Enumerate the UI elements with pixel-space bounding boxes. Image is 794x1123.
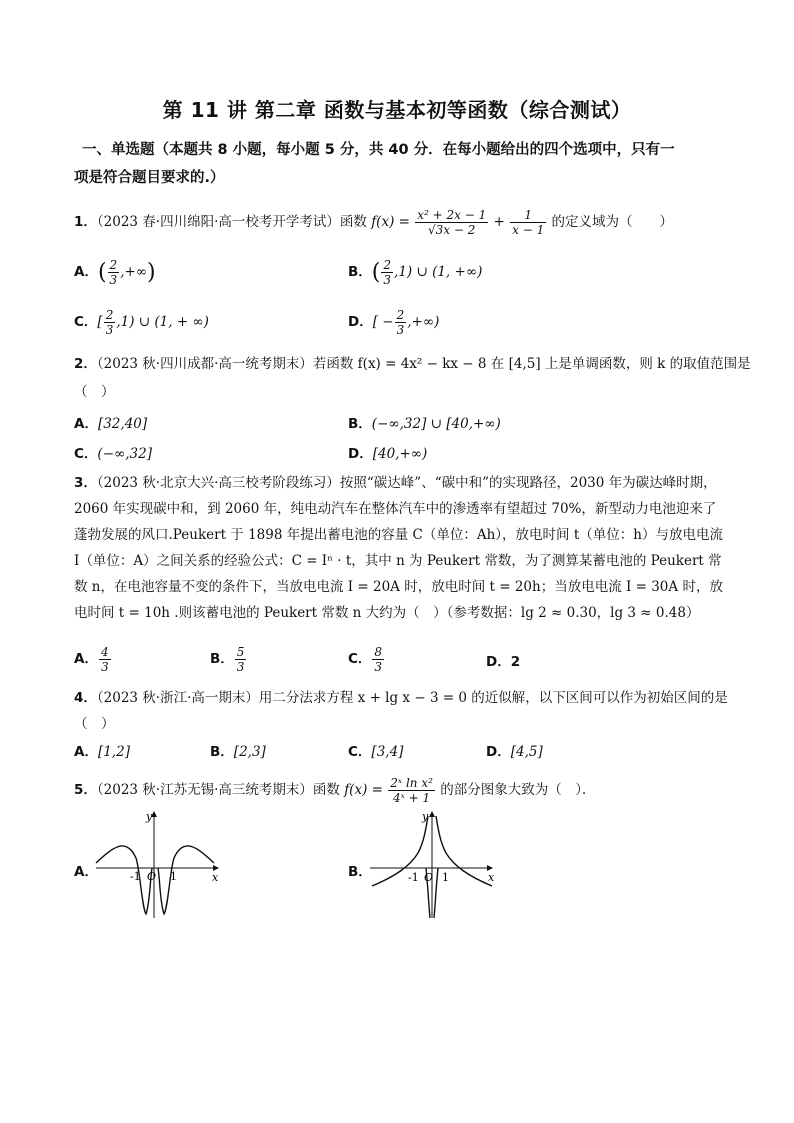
- question-4: 4．（2023 秋·浙江·高一期末）用二分法求方程 x + lg x − 3 = 0 的近似解，以下区间可以作为初始区间的是: [74, 690, 728, 706]
- question-2: 2．（2023 秋·四川成都·高一统考期末）若函数 f(x) = 4x² − kx − 8 在 [4,5] 上是单调函数，则 k 的取值范围是: [74, 356, 751, 372]
- option-3d[interactable]: D．2: [486, 654, 521, 670]
- fraction: $\frac{\text{x² + 2x − 1}}{√3x - 2}$: [417, 208, 487, 237]
- question-number: 1．: [74, 214, 97, 230]
- axis-label-x: x: [488, 871, 495, 884]
- option-5b-graph[interactable]: [366, 808, 506, 923]
- tick-label-pos1: 1: [442, 871, 449, 884]
- option-5a-graph[interactable]: [92, 808, 232, 923]
- option-5b-label[interactable]: B．: [348, 864, 372, 880]
- page-title: 第 11 讲 第二章 函数与基本初等函数（综合测试）: [162, 98, 632, 122]
- option-2a[interactable]: A．[32,40]: [74, 416, 148, 432]
- origin-label: O: [147, 870, 157, 883]
- plus-sign: +: [493, 214, 505, 230]
- question-4-paren: （ ）: [74, 716, 115, 732]
- question-tail: 的定义域为（ ）: [551, 214, 674, 230]
- option-1d[interactable]: D．[ − $\frac{2}{3}$ ,+∞): [348, 308, 440, 337]
- axis-label-x: x: [212, 871, 219, 884]
- option-3b[interactable]: B． $\frac{5}{3}$: [210, 645, 245, 674]
- tick-label-pos1: 1: [170, 870, 177, 883]
- option-1b[interactable]: B．( $\frac{2}{3}$ ,1) ∪ (1, +∞): [348, 258, 483, 287]
- question-source: （2023 秋·江苏无锡·高三统考期末）函数: [96, 782, 340, 798]
- option-1c[interactable]: C．[ $\frac{2}{3}$ ,1) ∪ (1, + ∞): [74, 308, 209, 337]
- fraction: $\frac{\text{2ˣ ln x²}}{\text{4ˣ + 1}}$: [390, 776, 433, 805]
- option-1a[interactable]: A．( $\frac{2}{3}$ ,+∞): [74, 258, 156, 287]
- section-header-line1: 一、单选题（本题共 8 小题，每小题 5 分，共 40 分．在每小题给出的四个选项中，只有一: [82, 142, 675, 158]
- question-source: （2023 春·四川绵阳·高一校考开学考试）函数: [96, 214, 367, 230]
- origin-label: O: [424, 871, 434, 884]
- question-5: 5．（2023 秋·江苏无锡·高三统考期末）函数 f(x) = $\frac{\text{2ˣ ln x²}}{\text{4ˣ + 1}}$ 的部分图象大致为（ ）．: [74, 776, 596, 805]
- option-4a[interactable]: A．[1,2]: [74, 744, 130, 760]
- question-text: （2023 秋·北京大兴·高三校考阶段练习）按照“碳达峰”、“碳中和”的实现路径，2030 年为碳达峰时期，2060 年实现碳中和，到 2060 年，纯电动汽车在整体汽车中的渗透率有望超过 70%，新型动力电池迎来了蓬勃发展的风口.Peukert 于 1898 年提出蓄电池的容量 C（单位：Ah），放电时间 t（单位：h）与放电电流 I（单位：A）之间关系的经验公式：C = Iⁿ · t，其中 n 为 Peukert 常数，为了测算某蓄电池的 Peukert 常数 n，在电池容量不变的条件下，当放电电流 I = 20A 时，放电时间 t = 20h；当放电电流 I = 30A 时，放电时间 t = 10h .则该蓄电池的 Peukert 常数 n 大约为（ ）（参考数据：lg 2 ≈ 0.30，lg 3 ≈ 0.48）: [74, 475, 723, 621]
- tick-label-neg1: -1: [130, 870, 141, 883]
- question-1: [74, 208, 673, 237]
- option-3a[interactable]: A． $\frac{4}{3}$: [74, 645, 109, 674]
- question-text: （2023 秋·四川成都·高一统考期末）若函数 f(x) = 4x² − kx − 8 在 [4,5] 上是单调函数，则 k 的取值范围是: [96, 356, 751, 372]
- option-4d[interactable]: D．[4,5]: [486, 744, 543, 760]
- fraction: $\frac{1}{x - 1}$: [512, 208, 545, 237]
- option-4c[interactable]: C．[3,4]: [348, 744, 404, 760]
- option-2d[interactable]: D．[40,+∞): [348, 446, 428, 462]
- option-3c[interactable]: C． $\frac{8}{3}$: [348, 645, 383, 674]
- axis-label-y: y: [422, 810, 429, 823]
- question-text: （2023 秋·浙江·高一期末）用二分法求方程 x + lg x − 3 = 0 的近似解，以下区间可以作为初始区间的是: [96, 690, 728, 706]
- option-2c[interactable]: C．(−∞,32]: [74, 446, 152, 462]
- option-2b[interactable]: B．(−∞,32] ∪ [40,+∞): [348, 416, 501, 432]
- section-header-line2: 项是符合题目要求的.）: [74, 170, 225, 186]
- function-label: f(x) =: [371, 214, 410, 230]
- option-4b[interactable]: B．[2,3]: [210, 744, 266, 760]
- axis-label-y: y: [146, 810, 153, 823]
- question-2-paren: （ ）: [74, 384, 115, 400]
- tick-label-neg1: -1: [408, 871, 419, 884]
- option-5a-label[interactable]: A．: [74, 864, 98, 880]
- question-3: 3．（2023 秋·北京大兴·高三校考阶段练习）按照“碳达峰”、“碳中和”的实现路径，2030 年为碳达峰时期，2060 年实现碳中和，到 2060 年，纯电动汽车在整体汽车中的渗透率有望超过 70%，新型动力电池迎来了蓬勃发展的风口.Peukert 于 1898 年提出蓄电池的容量 C（单位：Ah），放电时间 t（单位：h）与放电电流 I（单位：A）之间关系的经验公式：C = Iⁿ · t，其中 n 为 Peukert 常数，为了测算某蓄电池的 Peukert 常数 n，在电池容量不变的条件下，当放电电流 I = 20A 时，放电时间 t = 20h；当放电电流 I = 30A 时，放电时间 t = 10h .则该蓄电池的 Peukert 常数 n 大约为（ ）（参考数据：lg 2 ≈ 0.30，lg 3 ≈ 0.48）: [74, 475, 723, 621]
